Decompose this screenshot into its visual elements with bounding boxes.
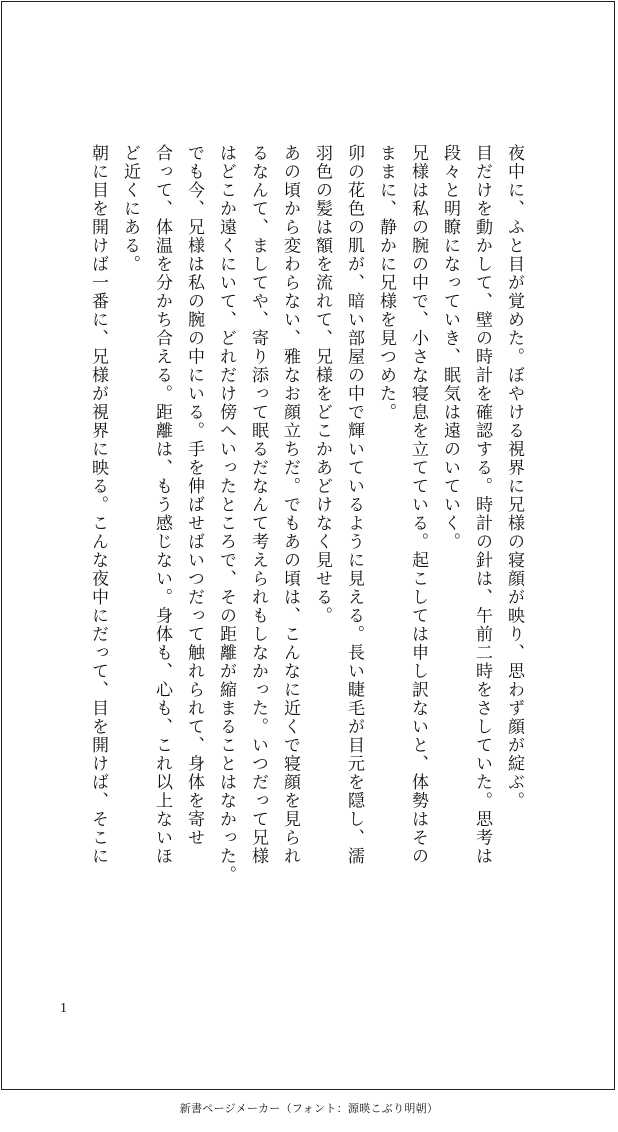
text-line: 目だけを動かして、壁の時計を確認する。時計の針は、午前二時をさしていた。思考は	[472, 144, 492, 866]
book-page	[1, 1, 615, 1090]
page-number: 1	[60, 1001, 67, 1016]
text-line: 卯の花色の肌が、暗い部屋の中で輝いているように見える。長い睫毛が目元を隠し、濡	[344, 144, 364, 866]
text-line: 合って、体温を分かち合える。距離は、もう感じない。身体も、心も、これ以上ないほ	[152, 144, 172, 866]
text-line: ままに、静かに兄様を見つめた。	[376, 144, 396, 422]
footer-credit: 新書ページメーカー（フォント：源暎こぶり明朝）	[179, 1102, 439, 1115]
text-line: でも今、兄様は私の腕の中にいる。手を伸ばせばいつだって触れられて、身体を寄せ	[184, 144, 204, 847]
vertical-text-body	[82, 144, 530, 914]
text-line: 兄様は私の腕の中で、小さな寝息を立てている。起こしては申し訳ないと、体勢はその	[408, 144, 428, 866]
text-line: ど近くにある。	[120, 144, 140, 274]
text-line: るなんて、ましてや、寄り添って眠るだなんて考えられもしなかった。いつだって兄様	[248, 144, 268, 866]
text-line: 夜中に、ふと目が覚めた。ぼやける視界に兄様の寝顔が映り、思わず顔が綻ぶ。	[504, 144, 524, 810]
text-line: 朝に目を開けば一番に、兄様が視界に映る。こんな夜中にだって、目を開けば、そこに	[88, 144, 108, 866]
text-line: あの頃から変わらない、雅なお顔立ちだ。でもあの頃は、こんなに近くで寝顔を見られ	[280, 144, 300, 866]
text-line: 段々と明瞭になっていき、眠気は遠のいていく。	[440, 144, 460, 551]
text-line: はどこか遠くにいて、どれだけ傍へいったところで、その距離が縮まることはなかった。	[216, 144, 236, 884]
text-line: 羽色の髪は額を流れて、兄様をどこかあどけなく見せる。	[312, 144, 332, 625]
